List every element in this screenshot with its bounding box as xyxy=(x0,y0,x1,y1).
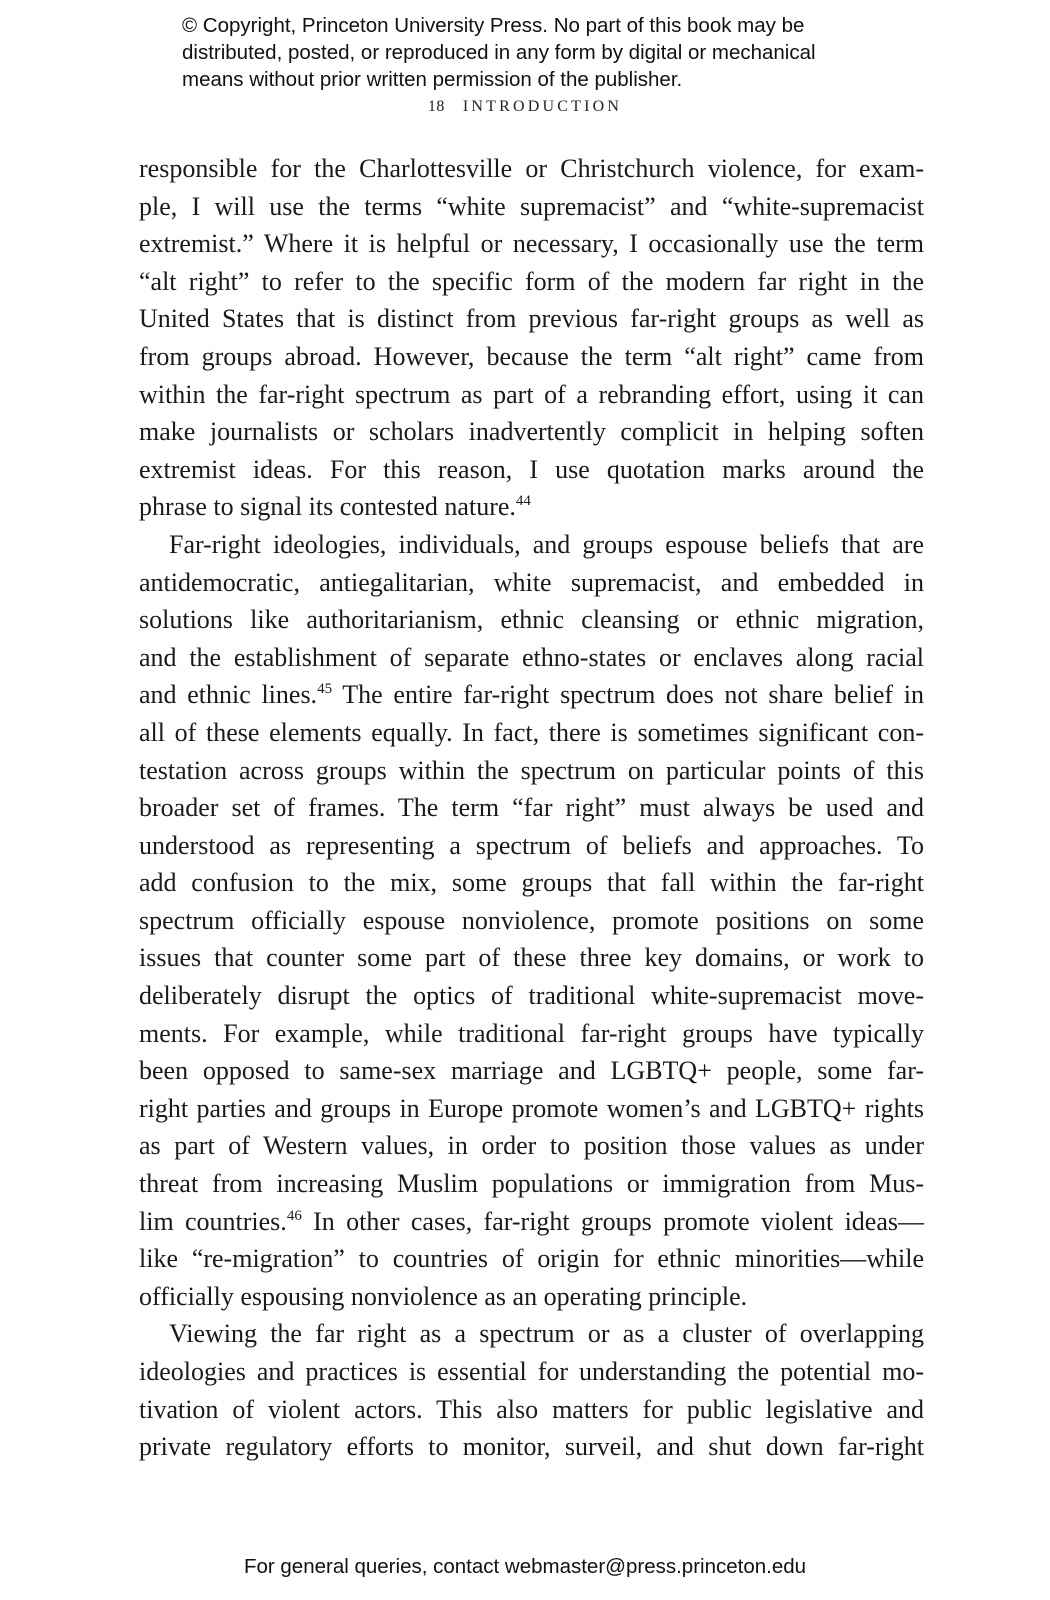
text-line xyxy=(139,676,924,714)
text-line xyxy=(139,488,924,526)
text-line: from groups abroad. However, because the term “alt right” came from xyxy=(139,341,924,371)
footnote-marker: 46 xyxy=(286,1207,302,1224)
copyright-line: © Copyright, Princeton University Press. No part of this book may be xyxy=(182,14,805,37)
text-line: ple, I will use the terms “white supremacist” and “white-supremacist xyxy=(139,191,924,221)
text-line: threat from increasing Muslim populations or immigration from Mus- xyxy=(139,1169,924,1199)
text-line: testation across groups within the spectrum on particular points of this xyxy=(139,755,924,785)
page-number: 18 xyxy=(427,98,445,115)
text-segment: lim countries. xyxy=(139,1206,287,1236)
text-line: right parties and groups in Europe promote women’s and LGBTQ+ rights xyxy=(139,1093,924,1123)
paragraph xyxy=(139,1315,924,1465)
body-text xyxy=(139,150,924,1466)
copyright-line: distributed, posted, or reproduced in any form by digital or mechanical xyxy=(182,41,816,64)
text-line: like “re-migration” to countries of origin for ethnic minorities—while xyxy=(139,1244,924,1274)
text-line: responsible for the Charlottesville or Christchurch violence, for exam- xyxy=(139,154,924,183)
footnote-marker: 45 xyxy=(317,681,333,698)
text-line: been opposed to same-sex marriage and LGBTQ+ people, some far- xyxy=(139,1056,924,1086)
text-line: extremist ideas. For this reason, I use quotation marks around the xyxy=(139,454,924,484)
text-line: officially espousing nonviolence as an operating principle. xyxy=(139,1281,748,1311)
text-line: spectrum officially espouse nonviolence, promote positions on some xyxy=(139,905,924,935)
text-line xyxy=(139,1203,924,1241)
text-segment: and ethnic lines. xyxy=(139,680,318,710)
running-head xyxy=(0,98,1050,116)
section-title: INTRODUCTION xyxy=(462,98,623,115)
text-line: ments. For example, while traditional far-right groups have typically xyxy=(139,1018,924,1048)
copyright-line: means without prior written permission of the publisher. xyxy=(182,68,683,91)
text-line: antidemocratic, antiegalitarian, white supremacist, and embedded in xyxy=(139,567,924,597)
text-line: “alt right” to refer to the specific form of the modern far right in the xyxy=(139,266,924,296)
text-line: as part of Western values, in order to position those values as under xyxy=(139,1131,924,1161)
footer-contact: For general queries, contact webmaster@press.princeton.edu xyxy=(243,1555,807,1578)
text-line: broader set of frames. The term “far right” must always be used and xyxy=(139,793,924,823)
text-line: Far-right ideologies, individuals, and groups espouse beliefs that are xyxy=(169,529,924,559)
paragraph xyxy=(139,526,924,1315)
text-line: add confusion to the mix, some groups that fall within the far-right xyxy=(139,868,924,898)
footnote-marker: 44 xyxy=(515,493,531,510)
text-line: solutions like authoritarianism, ethnic cleansing or ethnic migration, xyxy=(139,605,924,635)
text-line: deliberately disrupt the optics of traditional white-supremacist move- xyxy=(139,981,924,1011)
paragraph xyxy=(139,150,924,526)
text-segment: In other cases, far-right groups promote violent ideas— xyxy=(301,1206,925,1236)
text-line: within the far-right spectrum as part of a rebranding effort, using it can xyxy=(139,379,924,409)
text-segment: phrase to signal its contested nature. xyxy=(139,492,516,522)
text-line: understood as representing a spectrum of beliefs and approaches. To xyxy=(139,830,924,860)
text-line: private regulatory efforts to monitor, surveil, and shut down far-right xyxy=(139,1432,924,1462)
copyright-notice xyxy=(182,12,942,93)
text-line: all of these elements equally. In fact, there is sometimes significant con- xyxy=(139,717,924,747)
text-line: ideologies and practices is essential for understanding the potential mo- xyxy=(139,1357,924,1386)
text-line: and the establishment of separate ethno-states or enclaves along racial xyxy=(139,642,924,672)
text-segment: The entire far-right spectrum does not share belief in xyxy=(332,680,924,710)
text-line: make journalists or scholars inadvertently complicit in helping soften xyxy=(139,417,924,447)
text-line: issues that counter some part of these three key domains, or work to xyxy=(139,943,924,973)
text-line: tivation of violent actors. This also matters for public legislative and xyxy=(139,1394,924,1424)
text-line: Viewing the far right as a spectrum or as a cluster of overlapping xyxy=(169,1319,924,1349)
text-line: United States that is distinct from previous far-right groups as well as xyxy=(139,304,924,334)
text-line: extremist.” Where it is helpful or necessary, I occasionally use the term xyxy=(139,229,924,259)
